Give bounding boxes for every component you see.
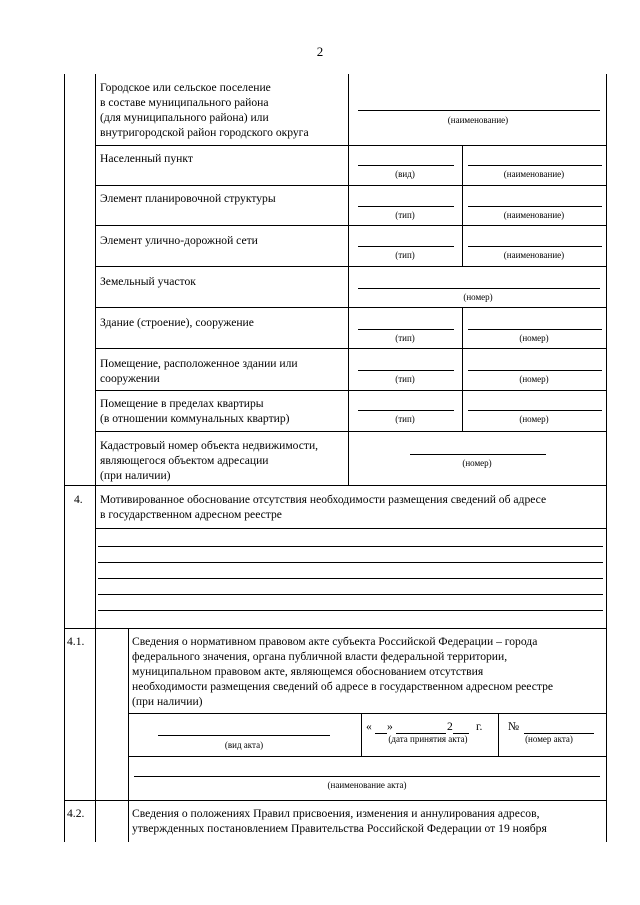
row-divider	[95, 307, 606, 308]
field-caption: (тип)	[395, 333, 415, 343]
row-divider	[95, 528, 606, 529]
row-divider	[95, 266, 606, 267]
number-column-right-border	[95, 74, 96, 485]
table-border-vertical	[606, 628, 607, 800]
table-border-vertical	[64, 628, 65, 800]
fill-in-underline	[468, 206, 602, 207]
field-caption: (наименование акта)	[327, 780, 407, 790]
date-quote-close: »	[387, 720, 393, 733]
field-caption: (дата принятия акта)	[388, 734, 468, 744]
table-border-vertical	[64, 800, 65, 842]
address-row-label: Населенный пункт	[100, 152, 193, 165]
section-divider	[64, 485, 606, 486]
table-border-vertical	[95, 800, 96, 842]
act-type-underline	[158, 735, 330, 736]
field-caption: (вид)	[395, 169, 415, 179]
date-year-suffix: г.	[476, 720, 483, 733]
field-caption: (номер акта)	[525, 734, 573, 744]
justification-writing-line	[98, 610, 603, 611]
field-caption: (наименование)	[503, 210, 565, 220]
field-caption: (тип)	[395, 414, 415, 424]
field-caption: (наименование)	[503, 250, 565, 260]
field-caption: (тип)	[395, 374, 415, 384]
date-year-prefix: 2	[447, 720, 453, 733]
table-border-vertical	[64, 485, 65, 628]
address-row-label: Земельный участок	[100, 275, 196, 288]
fill-in-underline	[468, 370, 602, 371]
section-41-text: Сведения о нормативном правовом акте субъекта Российской Федерации – города федерального значения, органа публичной власти федеральной территории, муниципальном правовом акте, являющемся обоснованием отсутствия необходимости размещения сведений об адресе в государственном адресном реестре (при наличии)	[132, 635, 554, 708]
fill-in-underline	[358, 370, 454, 371]
fill-in-underline	[358, 246, 454, 247]
section-divider	[64, 800, 606, 801]
row-divider	[95, 431, 606, 432]
row-divider	[95, 185, 606, 186]
number-column-left-border	[64, 74, 65, 485]
field-caption: (тип)	[395, 210, 415, 220]
fill-in-underline	[358, 165, 454, 166]
field-caption: (номер)	[462, 458, 492, 468]
act-number-sign: №	[508, 720, 520, 733]
table-border-vertical	[128, 800, 129, 842]
table-border-vertical	[95, 628, 96, 800]
section-number: 4.1.	[67, 635, 85, 648]
subcolumn-divider	[462, 390, 463, 431]
field-caption: (номер)	[463, 292, 493, 302]
row-divider	[95, 145, 606, 146]
row-divider	[95, 348, 606, 349]
subcolumn-divider	[462, 145, 463, 185]
justification-writing-line	[98, 562, 603, 563]
address-row-label: Элемент улично-дорожной сети	[100, 234, 258, 247]
table-right-border	[606, 74, 607, 485]
field-caption: (тип)	[395, 250, 415, 260]
field-caption: (наименование)	[447, 115, 509, 125]
table-border-vertical	[606, 800, 607, 842]
fill-in-underline	[468, 246, 602, 247]
fill-in-underline	[468, 165, 602, 166]
address-row-label: Помещение в пределах квартиры (в отношении коммунальных квартир)	[100, 397, 290, 425]
row-divider	[128, 713, 606, 714]
justification-writing-line	[98, 578, 603, 579]
section-divider	[64, 628, 606, 629]
field-caption: (наименование)	[503, 169, 565, 179]
fill-in-underline	[468, 410, 602, 411]
table-border-vertical	[606, 485, 607, 628]
fill-in-underline	[358, 206, 454, 207]
page-number: 2	[316, 44, 324, 59]
address-row-label: Элемент планировочной структуры	[100, 192, 276, 205]
field-caption: (вид акта)	[224, 740, 264, 750]
address-row-label: Здание (строение), сооружение	[100, 316, 254, 329]
section-number: 4.2.	[67, 807, 85, 820]
table-border-vertical	[95, 485, 96, 628]
justification-writing-line	[98, 594, 603, 595]
fill-in-underline	[410, 454, 546, 455]
row-divider	[128, 756, 606, 757]
justification-writing-line	[98, 546, 603, 547]
date-quote-open: «	[366, 720, 372, 733]
address-row-label: Кадастровый номер объекта недвижимости, являющегося объектом адресации (при наличии)	[100, 439, 319, 482]
section-4-text: Мотивированное обоснование отсутствия необходимости размещения сведений об адресе в государственном адресном реестре	[100, 493, 547, 521]
section-42-text: Сведения о положениях Правил присвоения, изменения и аннулирования адресов, утвержденных постановлением Правительства Российской Федерации от 19 ноября	[132, 807, 547, 835]
table-border-vertical	[128, 628, 129, 800]
section-number: 4.	[74, 493, 83, 506]
fill-in-underline	[358, 288, 600, 289]
fill-in-underline	[358, 329, 454, 330]
fill-in-underline	[358, 110, 600, 111]
field-caption: (номер)	[519, 333, 549, 343]
row-divider	[95, 390, 606, 391]
address-row-label: Помещение, расположенное здании или сооружении	[100, 357, 298, 385]
field-caption: (номер)	[519, 374, 549, 384]
act-name-underline	[134, 776, 600, 777]
address-row-label: Городское или сельское поселение в составе муниципального района (для муниципального района) или внутригородской район городского округа	[100, 81, 309, 139]
field-caption: (номер)	[519, 414, 549, 424]
fill-in-underline	[358, 410, 454, 411]
row-divider	[95, 225, 606, 226]
fill-in-underline	[468, 329, 602, 330]
